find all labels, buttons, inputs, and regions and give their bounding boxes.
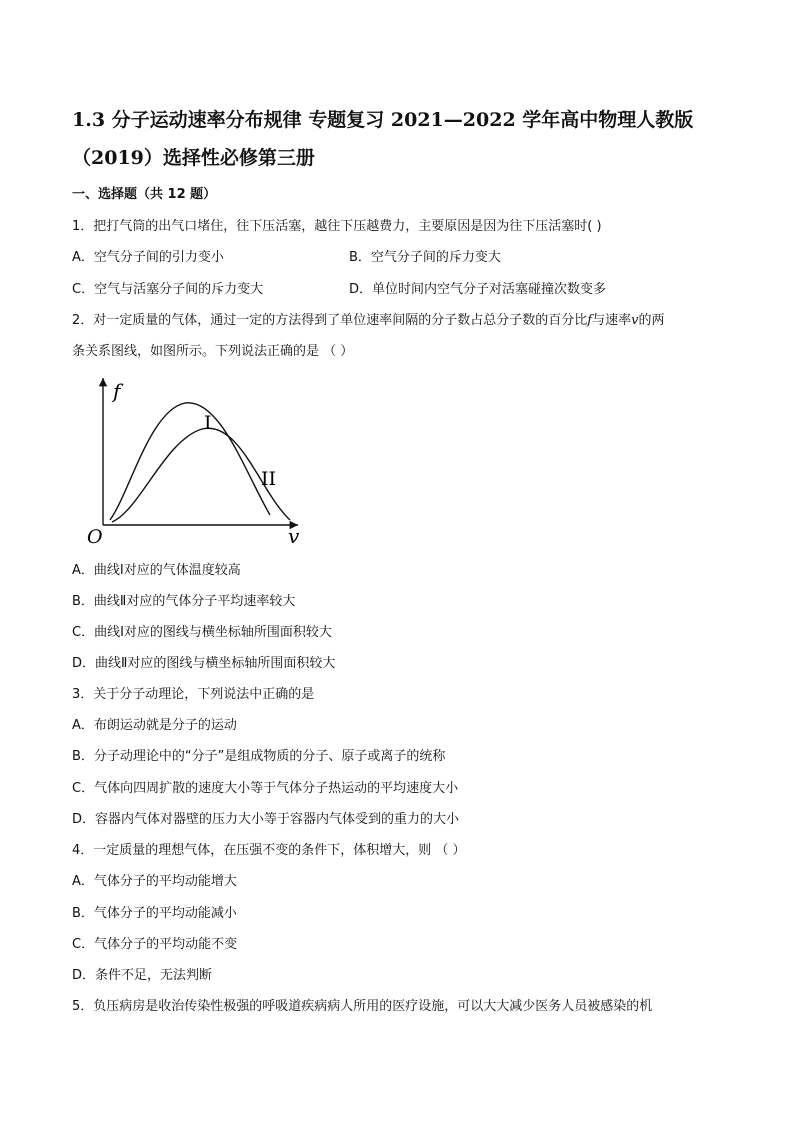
q2-stem-part-b: 与速率 [592, 313, 632, 328]
q3-option-a: A．布朗运动就是分子的运动 [72, 718, 237, 733]
q4-option-c: C．气体分子的平均动能不变 [72, 937, 238, 952]
q1-option-b: B．空气分子间的斥力变大 [349, 250, 501, 265]
q2-stem-part-a: 2．对一定质量的气体，通过一定的方法得到了单位速率间隔的分子数占总分子数的百分比 [72, 313, 588, 328]
q2-distribution-figure [80, 372, 310, 552]
q4-option-a: A．气体分子的平均动能增大 [72, 874, 237, 889]
q1-option-d: D．单位时间内空气分子对活塞碰撞次数变多 [349, 282, 607, 297]
q2-option-d: D．曲线Ⅱ对应的图线与横坐标轴所围面积较大 [72, 656, 336, 671]
q2-option-a: A．曲线Ⅰ对应的气体温度较高 [72, 563, 241, 578]
q5-stem: 5．负压病房是收治传染性极强的呼吸道疾病病人所用的医疗设施，可以大大减少医务人员被感染的机 [72, 999, 653, 1014]
origin-label: O [87, 526, 103, 548]
q1-stem: 1．把打气筒的出气口堵住，往下压活塞，越往下压越费力，主要原因是因为往下压活塞时( ) [72, 219, 602, 234]
section-heading: 一、选择题（共 12 题） [72, 187, 217, 202]
y-axis-label: f [113, 379, 121, 403]
q2-stem-line2: 条关系图线，如图所示。下列说法正确的是 （ ） [72, 344, 354, 359]
curve-I-label: I [204, 412, 212, 434]
doc-title-line2: （2019）选择性必修第三册 [72, 147, 315, 169]
q2-v-symbol: v [631, 313, 639, 328]
q2-option-b: B．曲线Ⅱ对应的气体分子平均速率较大 [72, 594, 296, 609]
curve-II-label: II [261, 468, 277, 490]
q2-stem-part-c: 的两 [638, 313, 665, 328]
q1-option-c: C．空气与活塞分子间的斥力变大 [72, 282, 264, 297]
q3-option-d: D．容器内气体对器壁的压力大小等于容器内气体受到的重力的大小 [72, 812, 460, 827]
q4-option-d: D．条件不足，无法判断 [72, 968, 213, 983]
q3-stem: 3．关于分子动理论，下列说法中正确的是 [72, 687, 315, 702]
q4-option-b: B．气体分子的平均动能减小 [72, 906, 237, 921]
q1-option-a: A．空气分子间的引力变小 [72, 250, 224, 265]
q2-f-symbol: f [587, 313, 593, 328]
q4-stem: 4．一定质量的理想气体，在压强不变的条件下，体积增大，则 （ ） [72, 843, 466, 858]
doc-title-line1: 1.3 分子运动速率分布规律 专题复习 2021—2022 学年高中物理人教版 [72, 109, 694, 131]
q3-option-c: C．气体向四周扩散的速度大小等于气体分子热运动的平均速度大小 [72, 781, 459, 796]
q2-option-c: C．曲线Ⅰ对应的图线与横坐标轴所围面积较大 [72, 625, 332, 640]
q2-stem-line1 [72, 312, 664, 330]
x-axis-label: v [288, 524, 300, 548]
q3-option-b: B．分子动理论中的“分子”是组成物质的分子、原子或离子的统称 [72, 749, 446, 764]
